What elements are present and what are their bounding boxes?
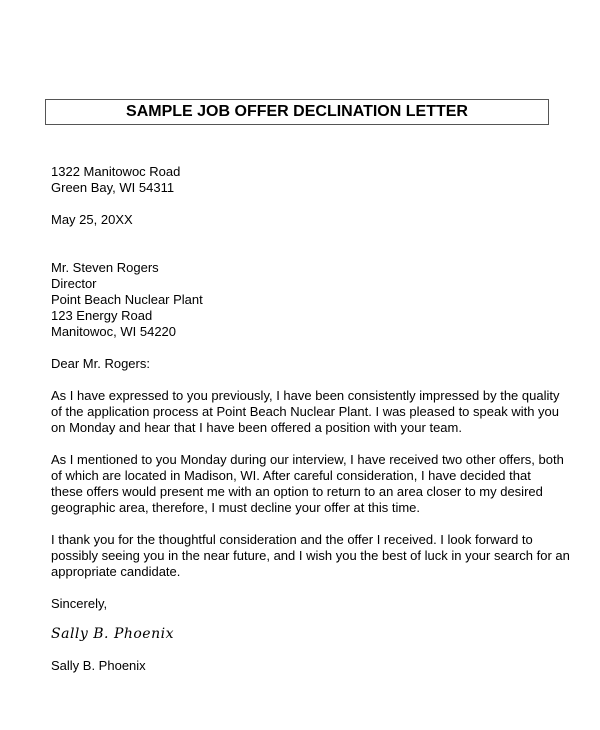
signer-name: Sally B. Phoenix [51, 658, 146, 673]
recipient-line: Point Beach Nuclear Plant [51, 292, 203, 307]
paragraph-line: appropriate candidate. [51, 564, 181, 579]
paragraph-line: on Monday and hear that I have been offered a position with your team. [51, 420, 462, 435]
letter-body [51, 164, 570, 674]
paragraph-line: I thank you for the thoughtful consideration and the offer I received. I look forward to [51, 532, 533, 547]
recipient-line: 123 Energy Road [51, 308, 153, 323]
paragraph [51, 388, 566, 436]
letter-date: May 25, 20XX [51, 212, 133, 227]
paragraph-line: of the application process at Point Beach Nuclear Plant. I was pleased to speak with you [51, 404, 560, 419]
paragraph-line: As I have expressed to you previously, I have been consistently impressed by the quality [51, 388, 560, 403]
sender-address [51, 164, 566, 196]
sender-address-line: Green Bay, WI 54311 [51, 180, 175, 195]
paragraph [51, 452, 566, 516]
closing: Sincerely, [51, 596, 108, 611]
paragraph-line: of which are located in Madison, WI. After careful consideration, I have decided that [51, 468, 531, 483]
paragraph-line: geographic area, therefore, I must decline your offer at this time. [51, 500, 421, 515]
paragraph-line: As I mentioned to you Monday during our interview, I have received two other offers, both [51, 452, 564, 467]
salutation: Dear Mr. Rogers: [51, 356, 150, 371]
recipient-line: Manitowoc, WI 54220 [51, 324, 177, 339]
paragraph-line: these offers would present me with an option to return to an area closer to my desired [51, 484, 543, 499]
recipient-address [51, 260, 566, 340]
letter-title: SAMPLE JOB OFFER DECLINATION LETTER [45, 99, 549, 125]
recipient-line: Mr. Steven Rogers [51, 260, 159, 275]
recipient-line: Director [51, 276, 97, 291]
sender-address-line: 1322 Manitowoc Road [51, 164, 181, 179]
paragraph [51, 532, 570, 580]
handwritten-signature: Sally B. Phoenix [51, 626, 174, 642]
paragraph-line: possibly seeing you in the near future, and I wish you the best of luck in your search for an [51, 548, 570, 563]
